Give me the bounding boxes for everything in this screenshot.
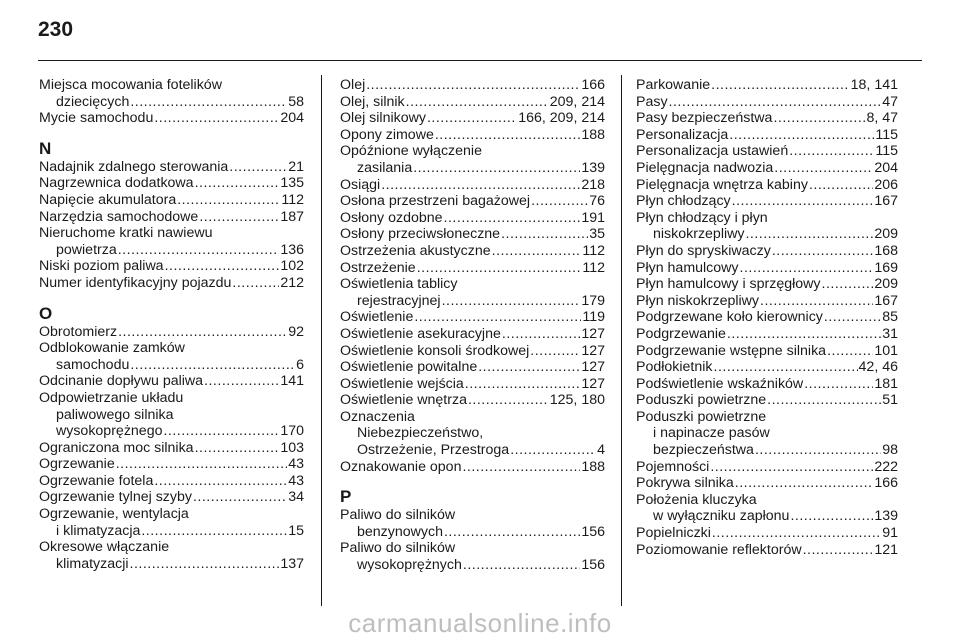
index-entry-term: Mycie samochodu — [39, 110, 154, 127]
index-entry — [39, 275, 304, 292]
index-heading: Odpowietrzanie układu — [39, 389, 184, 406]
dot-leader — [199, 209, 279, 226]
index-entry — [636, 110, 898, 127]
index-entry-page: 91 — [882, 525, 898, 542]
dot-leader — [118, 324, 287, 341]
index-entry-term: Oświetlenie powitalne — [340, 359, 478, 376]
index-entry-term: w wyłączniku zapłonu — [653, 508, 790, 525]
index-entry-page: 92 — [288, 323, 304, 340]
index-entry-page: 15 — [288, 522, 304, 539]
index-entry — [636, 475, 898, 492]
index-entry-term: Nadajnik zdalnego sterowania — [39, 158, 229, 175]
index-entry — [39, 258, 304, 275]
index-entry-term: Płyn hamulcowy i sprzęgłowy — [636, 276, 821, 293]
index-entry-term: Pokrywa silnika — [636, 475, 734, 492]
index-entry-term: Ograniczona moc silnika — [39, 439, 194, 456]
index-entry-term: powietrza — [56, 241, 117, 258]
index-entry — [636, 94, 898, 111]
section-letter: P — [340, 487, 352, 507]
index-entry-term: benzynowych — [357, 523, 443, 540]
index-heading: Oświetlenia tablicy — [340, 276, 458, 293]
dot-leader — [366, 77, 580, 94]
dot-leader — [755, 442, 881, 459]
index-entry-page: 18, 141 — [850, 77, 898, 93]
index-entry-term: Oświetlenie wejścia — [340, 375, 464, 392]
index-entry-page: 141 — [280, 373, 304, 390]
index-entry-term: Poziomowanie reflektorów — [636, 541, 802, 558]
index-entry-term: wysokoprężnych — [357, 557, 462, 574]
index-entry — [39, 423, 304, 440]
dot-leader — [804, 376, 873, 393]
index-entry-term: Podgrzewane koło kierownicy — [636, 309, 823, 326]
index-entry — [636, 359, 898, 376]
dot-leader — [427, 110, 517, 127]
index-entry-page: 127 — [581, 342, 605, 359]
dot-leader — [824, 309, 881, 326]
section-letter: O — [39, 303, 53, 323]
index-heading: Oznaczenia — [340, 408, 415, 425]
index-entry — [636, 343, 898, 360]
dot-leader — [772, 243, 874, 260]
index-entry-page: 31 — [882, 325, 898, 342]
index-entry-term: Oznakowanie opon — [340, 458, 462, 475]
page-number: 230 — [38, 18, 74, 41]
index-entry-page: 204 — [280, 110, 304, 127]
index-heading: Okresowe włączanie — [39, 539, 170, 556]
index-entry-page: 6 — [296, 356, 304, 373]
index-entry-term: Oświetlenie asekuracyjne — [340, 325, 501, 342]
index-entry-page: 112 — [582, 259, 605, 276]
index-entry-page: 127 — [581, 325, 605, 342]
index-entry — [39, 175, 304, 192]
index-entry-page: 4 — [597, 442, 605, 459]
index-entry-page: 85 — [882, 309, 898, 326]
index-entry-term: Osłony przeciwsłoneczne — [340, 226, 501, 243]
index-entry — [636, 260, 898, 277]
dot-leader — [530, 343, 580, 360]
column-divider — [621, 75, 622, 606]
index-entry-page: 98 — [882, 442, 898, 459]
index-entry — [636, 177, 898, 194]
index-entry — [340, 260, 605, 277]
index-entry — [636, 77, 898, 94]
index-entry-page: 181 — [874, 375, 898, 392]
index-entry — [340, 160, 605, 177]
index-entry — [636, 542, 898, 559]
index-entry-term: Osiągi — [340, 176, 381, 193]
dot-leader — [809, 177, 873, 194]
index-entry-page: 136 — [280, 241, 304, 258]
dot-leader — [195, 440, 280, 457]
index-entry — [340, 226, 605, 243]
index-entry-term: Napięcie akumulatora — [39, 191, 177, 208]
index-entry — [39, 324, 304, 341]
index-entry — [340, 110, 605, 127]
index-heading: Położenia kluczyka — [636, 491, 757, 508]
index-entry — [39, 556, 304, 573]
index-entry — [636, 226, 898, 243]
index-entry-term: Parkowanie — [636, 77, 711, 93]
index-entry-page: 135 — [280, 175, 304, 192]
index-entry — [39, 523, 304, 540]
index-entry-page: 51 — [882, 392, 898, 409]
index-entry-page: 101 — [874, 342, 898, 359]
watermark: carmanualsonline.info — [348, 608, 612, 638]
index-entry-term: Osłona przestrzeni bagażowej — [340, 193, 531, 210]
index-heading: i napinacze pasów — [653, 425, 770, 442]
dot-leader — [130, 556, 280, 573]
dot-leader — [492, 243, 582, 260]
index-entry — [39, 209, 304, 226]
index-entry-page: 156 — [581, 523, 605, 540]
index-entry — [636, 293, 898, 310]
index-entry-page: 188 — [581, 458, 605, 475]
index-entry-term: Oświetlenie wnętrza — [340, 392, 467, 409]
index-entry-page: 170 — [280, 423, 304, 440]
dot-leader — [822, 276, 874, 293]
index-entry — [636, 442, 898, 459]
index-entry-page: 34 — [288, 489, 304, 506]
dot-leader — [510, 442, 596, 459]
dot-leader — [767, 392, 881, 409]
index-entry-term: Obrotomierz — [39, 323, 118, 340]
index-entry — [39, 473, 304, 490]
dot-leader — [712, 525, 881, 542]
index-heading: Paliwo do silników — [340, 540, 456, 557]
index-entry-page: 139 — [581, 159, 605, 176]
dot-leader — [130, 94, 287, 111]
index-entry-term: Ogrzewanie fotela — [39, 472, 154, 489]
index-entry — [636, 276, 898, 293]
index-entry-term: niskokrzepliwy — [653, 226, 745, 243]
index-entry-term: Niski poziom paliwa — [39, 258, 164, 275]
index-heading: Miejsca mocowania fotelików — [39, 77, 222, 93]
index-entry — [340, 177, 605, 194]
index-entry — [636, 143, 898, 160]
index-entry — [636, 309, 898, 326]
index-entry-page: 187 — [280, 208, 304, 225]
index-heading: Nieruchome kratki nawiewu — [39, 225, 213, 242]
index-entry-page: 8, 47 — [866, 110, 898, 127]
dot-leader — [413, 160, 580, 177]
index-entry — [39, 456, 304, 473]
dot-leader — [735, 475, 874, 492]
index-entry-page: 115 — [875, 143, 898, 160]
index-entry — [636, 160, 898, 177]
index-entry-page: 127 — [581, 375, 605, 392]
index-entry-page: 204 — [874, 159, 898, 176]
index-entry-term: Pasy bezpieczeństwa — [636, 110, 773, 127]
dot-leader — [442, 293, 581, 310]
index-entry-term: Płyn niskokrzepliwy — [636, 292, 759, 309]
dot-leader — [417, 260, 582, 277]
index-entry-term: Oświetlenie — [340, 309, 414, 326]
index-entry-page: 127 — [581, 359, 605, 376]
dot-leader — [154, 110, 279, 127]
dot-leader — [118, 242, 280, 259]
index-entry-page: 76 — [589, 193, 605, 210]
index-entry-term: Podgrzewanie — [636, 325, 726, 342]
index-entry-page: 222 — [874, 458, 898, 475]
index-entry — [340, 309, 605, 326]
index-entry-page: 112 — [582, 242, 605, 259]
dot-leader — [465, 376, 581, 393]
index-entry — [340, 557, 605, 574]
index-entry-term: Pielęgnacja wnętrza kabiny — [636, 176, 808, 193]
dot-leader — [745, 226, 873, 243]
index-entry-page: 119 — [582, 309, 605, 326]
index-entry-term: Płyn do spryskiwaczy — [636, 242, 771, 259]
dot-leader — [803, 542, 874, 559]
index-entry-page: 103 — [280, 439, 304, 456]
index-entry-page: 43 — [288, 456, 304, 473]
dot-leader — [774, 160, 873, 177]
index-entry-page: 115 — [875, 126, 898, 143]
index-entry-term: Podświetlenie wskaźników — [636, 375, 804, 392]
index-entry — [39, 357, 304, 374]
dot-leader — [444, 210, 581, 227]
index-entry — [636, 326, 898, 343]
index-entry-term: Olej — [340, 77, 366, 93]
index-column-1 — [39, 77, 304, 572]
index-entry-term: bezpieczeństwa — [653, 442, 754, 459]
dot-leader — [727, 326, 881, 343]
header-rule — [38, 60, 922, 61]
index-entry — [340, 243, 605, 260]
index-entry-term: Pojemności — [636, 458, 710, 475]
index-entry-page: 167 — [874, 292, 898, 309]
dot-leader — [468, 392, 549, 409]
index-entry-term: Osłony ozdobne — [340, 209, 443, 226]
dot-leader — [531, 193, 588, 210]
dot-leader — [729, 127, 874, 144]
index-entry-term: Ogrzewanie — [39, 456, 115, 473]
dot-leader — [165, 258, 280, 275]
index-entry-page: 58 — [288, 93, 304, 110]
index-entry-page: 206 — [874, 176, 898, 193]
index-column-2 — [340, 77, 605, 574]
dot-leader — [130, 357, 295, 374]
index-heading: Paliwo do silników — [340, 507, 456, 524]
index-entry-page: 47 — [882, 93, 898, 110]
index-entry — [340, 376, 605, 393]
index-entry — [39, 94, 304, 111]
index-entry-page: 218 — [581, 176, 605, 193]
index-heading: Płyn chłodzący i płyn — [636, 209, 768, 226]
index-heading: paliwowego silnika — [56, 406, 174, 423]
index-entry-term: Ostrzeżenia akustyczne — [340, 242, 491, 259]
index-entry-term: Nagrzewnica dodatkowa — [39, 175, 194, 192]
index-entry-term: Podłokietnik — [636, 359, 713, 376]
index-entry-page: 121 — [874, 541, 898, 558]
index-entry-term: Ostrzeżenie, Przestroga — [357, 442, 510, 459]
dot-leader — [204, 373, 279, 390]
index-entry-term: Personalizacja — [636, 126, 729, 143]
index-entry — [340, 293, 605, 310]
index-entry-page: 21 — [288, 158, 304, 175]
dot-leader — [462, 459, 580, 476]
index-entry — [340, 392, 605, 409]
index-heading: Ogrzewanie, wentylacja — [39, 506, 189, 523]
index-entry — [340, 359, 605, 376]
index-entry-page: 42, 46 — [858, 359, 898, 376]
dot-leader — [714, 359, 858, 376]
index-entry-term: Podgrzewanie wstępne silnika — [636, 342, 827, 359]
index-entry-term: Ogrzewanie tylnej szyby — [39, 489, 192, 506]
index-heading: Opóźnione wyłączenie — [340, 143, 482, 160]
index-entry-term: Narzędzia samochodowe — [39, 208, 199, 225]
dot-leader — [711, 77, 850, 94]
index-entry-page: 212 — [280, 274, 304, 291]
dot-leader — [669, 94, 882, 111]
index-entry-term: Płyn chłodzący — [636, 193, 731, 210]
dot-leader — [478, 359, 580, 376]
index-entry — [39, 159, 304, 176]
dot-leader — [229, 159, 287, 176]
index-entry-page: 167 — [874, 193, 898, 210]
dot-leader — [501, 226, 588, 243]
dot-leader — [414, 309, 581, 326]
dot-leader — [435, 127, 580, 144]
index-entry-page: 139 — [874, 508, 898, 525]
index-entry-page: 112 — [281, 191, 304, 208]
index-entry — [39, 242, 304, 259]
index-entry-term: Olej, silnik — [340, 93, 405, 110]
column-divider — [321, 75, 322, 606]
index-entry — [636, 459, 898, 476]
dot-leader — [193, 489, 287, 506]
index-entry — [636, 193, 898, 210]
index-entry-page: 188 — [581, 126, 605, 143]
index-entry-page: 43 — [288, 472, 304, 489]
index-entry-term: Olej silnikowy — [340, 110, 426, 127]
index-heading: Odblokowanie zamków — [39, 340, 185, 357]
index-entry-term: Ostrzeżenie — [340, 259, 416, 276]
section-letter: N — [39, 138, 52, 158]
dot-leader — [732, 193, 874, 210]
index-entry — [340, 343, 605, 360]
index-entry-page: 168 — [874, 242, 898, 259]
dot-leader — [827, 343, 873, 360]
index-entry-page: 125, 180 — [549, 392, 605, 409]
index-entry — [636, 376, 898, 393]
index-entry-page: 102 — [280, 258, 304, 275]
dot-leader — [195, 175, 280, 192]
index-entry-term: samochodu — [56, 356, 130, 373]
index-entry — [39, 489, 304, 506]
dot-leader — [710, 459, 873, 476]
dot-leader — [773, 110, 865, 127]
index-entry — [39, 110, 304, 127]
index-entry-term: i klimatyzacja — [56, 522, 141, 539]
index-entry-page: 137 — [280, 555, 304, 572]
index-entry-page: 169 — [874, 259, 898, 276]
index-entry — [636, 392, 898, 409]
index-entry — [39, 440, 304, 457]
index-entry — [636, 243, 898, 260]
index-entry-term: Płyn hamulcowy — [636, 259, 739, 276]
dot-leader — [740, 260, 874, 277]
index-entry — [340, 524, 605, 541]
dot-leader — [463, 557, 580, 574]
dot-leader — [790, 508, 873, 525]
index-entry — [39, 373, 304, 390]
index-entry-term: Odcinanie dopływu paliwa — [39, 373, 204, 390]
dot-leader — [141, 523, 287, 540]
index-entry — [340, 193, 605, 210]
index-entry-page: 166 — [874, 475, 898, 492]
index-entry-page: 156 — [581, 557, 605, 574]
dot-leader — [163, 423, 279, 440]
index-entry — [340, 459, 605, 476]
index-heading: Poduszki powietrzne — [636, 408, 767, 425]
index-entry — [39, 192, 304, 209]
index-heading: Niebezpieczeństwo, — [357, 425, 484, 442]
index-entry-page: 166 — [581, 77, 605, 93]
index-entry — [636, 127, 898, 144]
index-entry — [340, 442, 605, 459]
index-entry-term: klimatyzacji — [56, 555, 129, 572]
index-entry-term: Popielniczki — [636, 525, 711, 542]
index-entry-page: 209, 214 — [549, 93, 605, 110]
index-entry-term: Oświetlenie konsoli środkowej — [340, 342, 530, 359]
index-entry — [340, 77, 605, 94]
index-entry-term: Poduszki powietrzne — [636, 392, 767, 409]
index-entry-term: dziecięcych — [56, 93, 130, 110]
index-entry-term: Numer identyfikacyjny pojazdu — [39, 274, 232, 291]
index-entry-term: Personalizacja ustawień — [636, 143, 789, 160]
dot-leader — [789, 143, 874, 160]
index-entry-term: rejestracyjnej — [357, 292, 441, 309]
index-entry-page: 209 — [874, 276, 898, 293]
dot-leader — [381, 177, 580, 194]
index-column-3 — [636, 77, 898, 558]
index-entry-page: 209 — [874, 226, 898, 243]
index-entry-term: Pasy — [636, 93, 668, 110]
index-entry-page: 166, 209, 214 — [518, 110, 605, 127]
index-entry-page: 35 — [589, 226, 605, 243]
index-entry — [340, 326, 605, 343]
index-entry-page: 179 — [581, 292, 605, 309]
dot-leader — [406, 94, 549, 111]
dot-leader — [232, 275, 279, 292]
index-entry-term: zasilania — [357, 159, 413, 176]
dot-leader — [760, 293, 873, 310]
dot-leader — [502, 326, 580, 343]
index-entry-term: wysokoprężnego — [56, 423, 163, 440]
index-entry-term: Pielęgnacja nadwozia — [636, 159, 774, 176]
dot-leader — [444, 524, 580, 541]
dot-leader — [177, 192, 280, 209]
index-entry — [340, 94, 605, 111]
index-entry — [340, 127, 605, 144]
index-entry-term: Opony zimowe — [340, 126, 434, 143]
index-entry — [636, 525, 898, 542]
index-entry — [636, 508, 898, 525]
dot-leader — [116, 456, 288, 473]
dot-leader — [154, 473, 287, 490]
index-entry-page: 191 — [581, 209, 605, 226]
index-entry — [340, 210, 605, 227]
